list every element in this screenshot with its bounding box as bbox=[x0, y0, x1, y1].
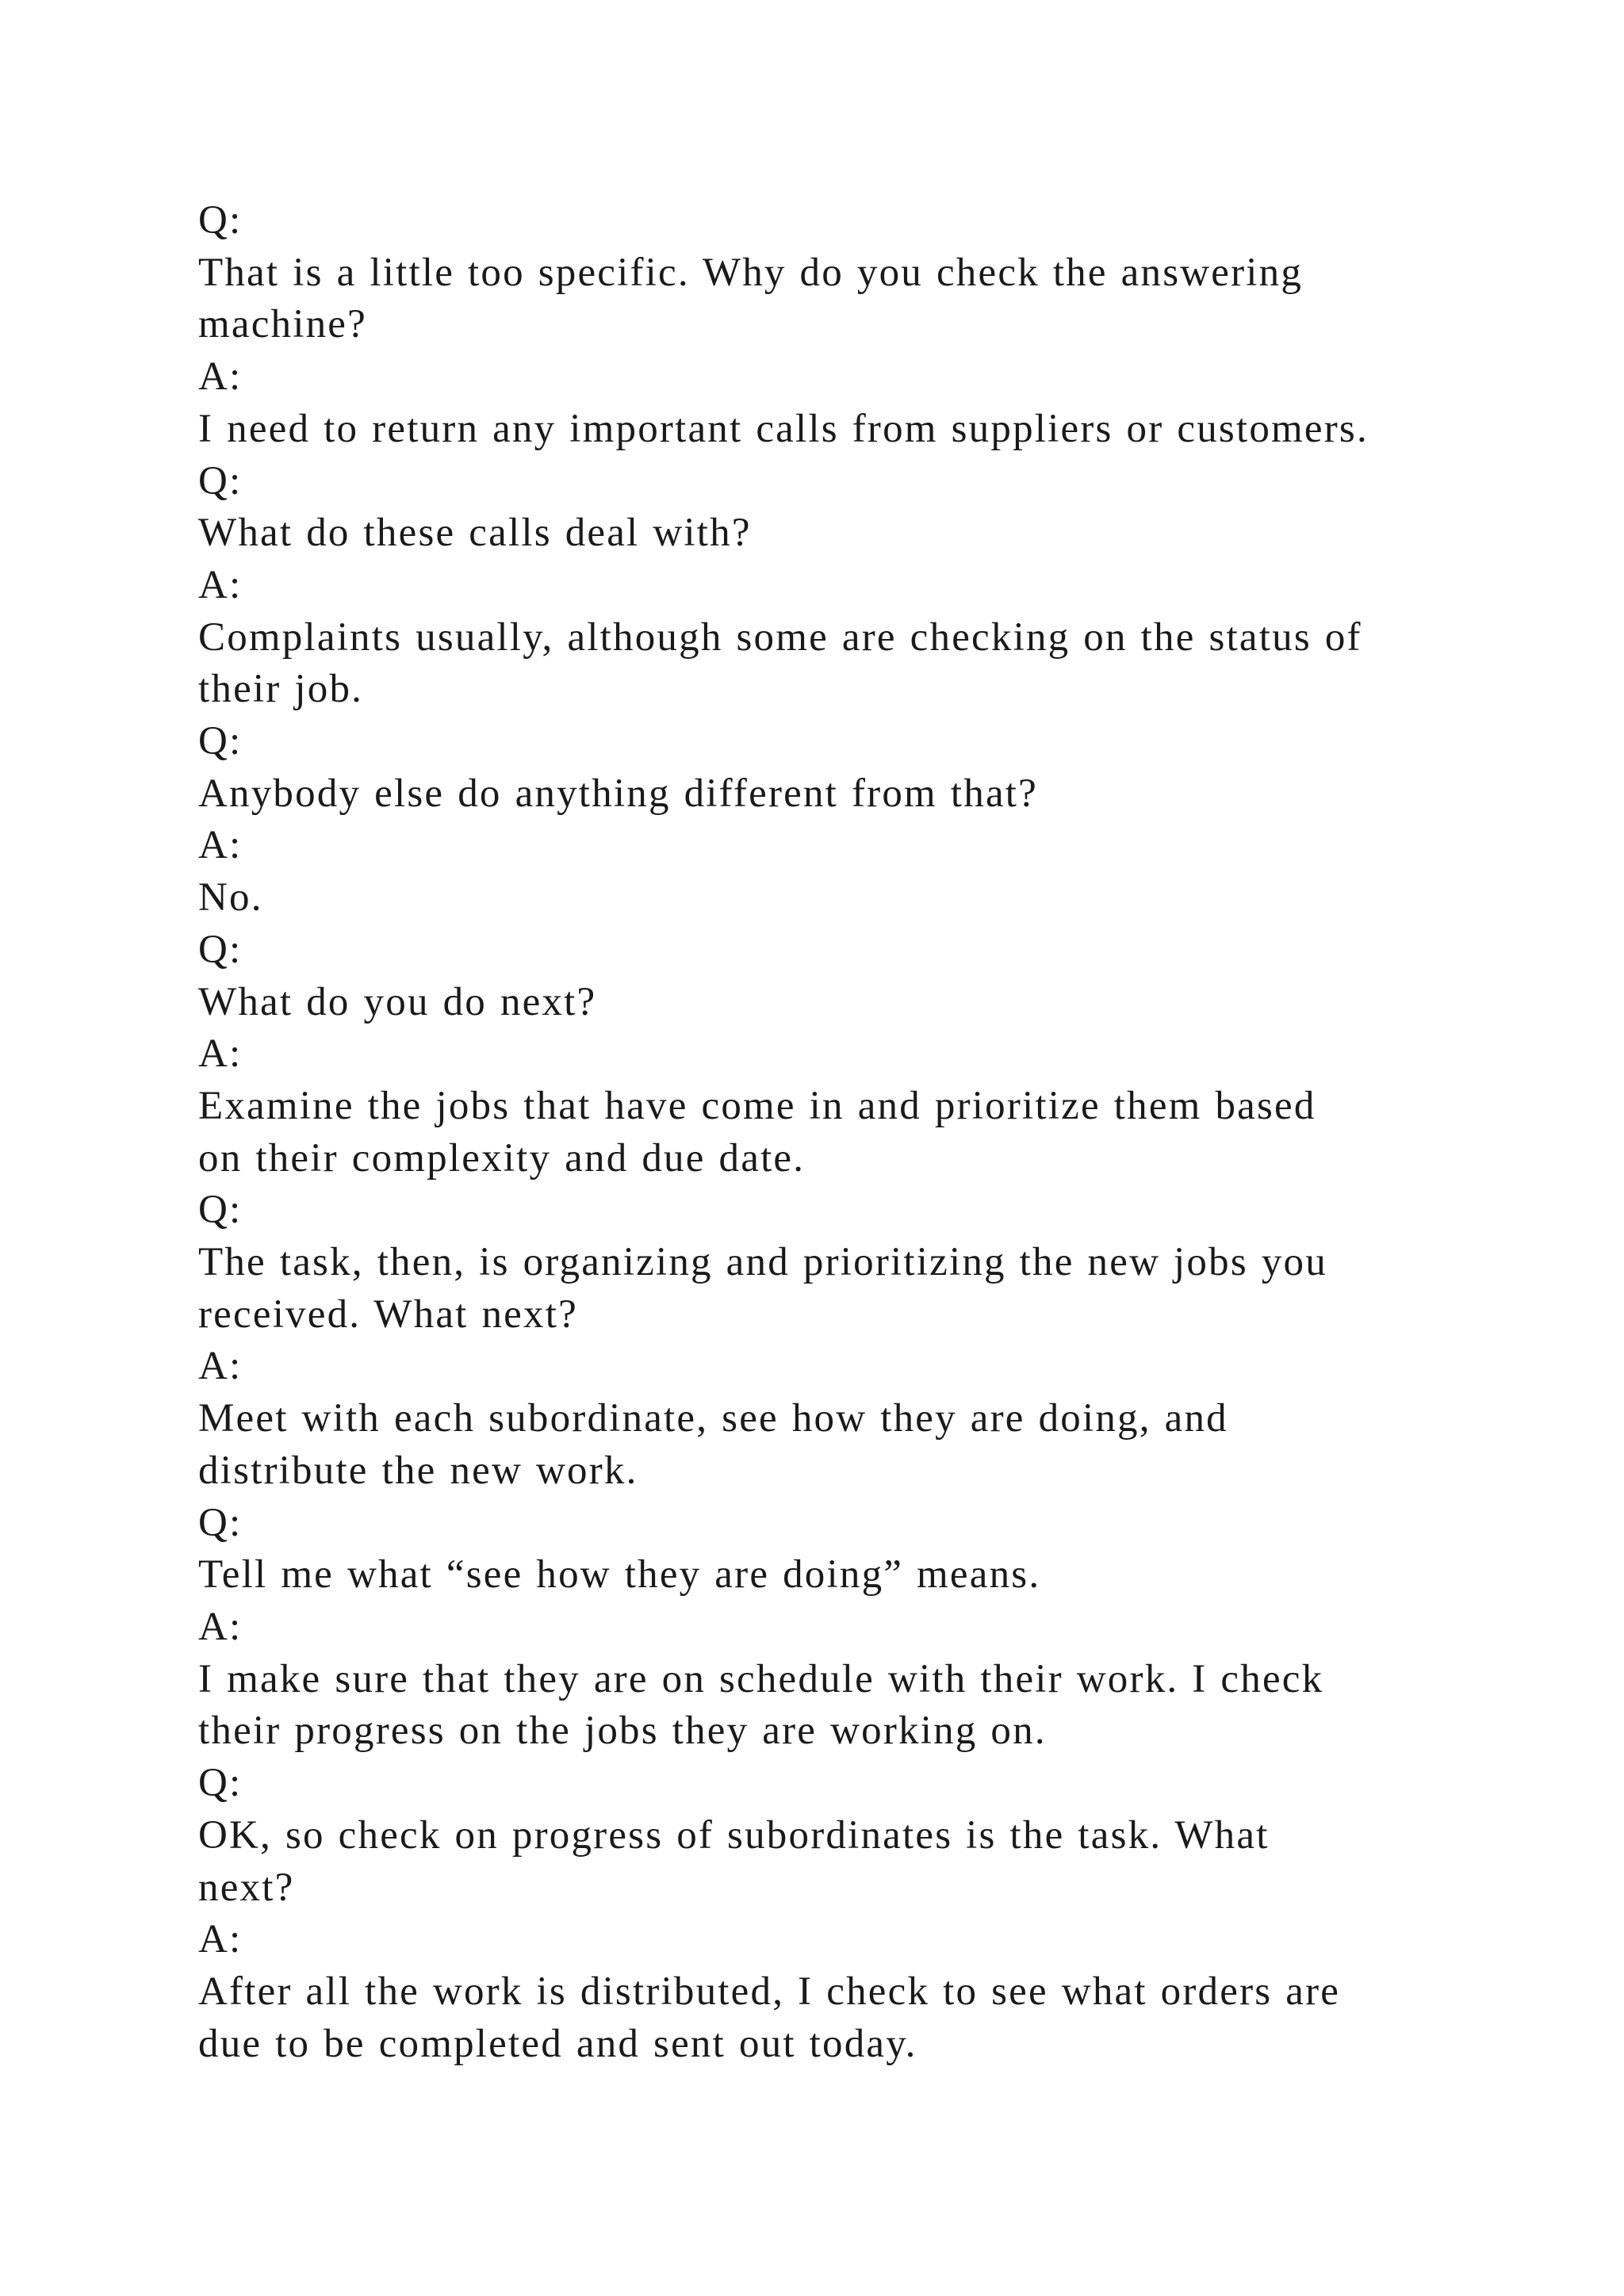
speaker-label-a: A: bbox=[198, 562, 243, 607]
answer-text: on their complexity and due date. bbox=[198, 1135, 806, 1181]
speaker-label-a: A: bbox=[198, 1917, 243, 1962]
answer-text: I need to return any important calls from suppliers or customers. bbox=[198, 406, 1369, 451]
answer-text: their job. bbox=[198, 667, 364, 712]
speaker-label-a: A: bbox=[198, 1344, 243, 1389]
answer-text: After all the work is distributed, I check to see what orders are bbox=[198, 1969, 1341, 2014]
speaker-label-q: Q: bbox=[198, 927, 243, 972]
question-text: What do you do next? bbox=[198, 979, 597, 1024]
answer-text: their progress on the jobs they are working on. bbox=[198, 1709, 1047, 1754]
answer-text: I make sure that they are on schedule with their work. I check bbox=[198, 1656, 1324, 1701]
speaker-label-q: Q: bbox=[198, 1500, 243, 1545]
speaker-label-q: Q: bbox=[198, 1761, 243, 1806]
speaker-label-a: A: bbox=[198, 823, 243, 868]
answer-text: Complaints usually, although some are checking on the status of bbox=[198, 614, 1362, 660]
answer-text: No. bbox=[198, 875, 263, 920]
question-text: machine? bbox=[198, 302, 367, 347]
answer-text: distribute the new work. bbox=[198, 1448, 638, 1493]
speaker-label-q: Q: bbox=[198, 198, 243, 243]
question-text: The task, then, is organizing and prioritizing the new jobs you bbox=[198, 1240, 1327, 1285]
question-text: next? bbox=[198, 1865, 295, 1910]
question-text: That is a little too specific. Why do you check the answering bbox=[198, 250, 1304, 295]
speaker-label-a: A: bbox=[198, 1604, 243, 1649]
speaker-label-a: A: bbox=[198, 354, 243, 400]
question-text: Anybody else do anything different from that? bbox=[198, 771, 1038, 816]
answer-text: Examine the jobs that have come in and prioritize them based bbox=[198, 1083, 1316, 1128]
speaker-label-q: Q: bbox=[198, 458, 243, 503]
question-text: What do these calls deal with? bbox=[198, 511, 752, 556]
answer-text: due to be completed and sent out today. bbox=[198, 2021, 917, 2066]
speaker-label-q: Q: bbox=[198, 1188, 243, 1233]
question-text: Tell me what “see how they are doing” means. bbox=[198, 1552, 1041, 1598]
document-page bbox=[198, 195, 1546, 2070]
speaker-label-q: Q: bbox=[198, 719, 243, 764]
question-text: OK, so check on progress of subordinates is the task. What bbox=[198, 1812, 1270, 1858]
speaker-label-a: A: bbox=[198, 1031, 243, 1077]
question-text: received. What next? bbox=[198, 1292, 578, 1337]
answer-text: Meet with each subordinate, see how they are doing, and bbox=[198, 1396, 1228, 1441]
